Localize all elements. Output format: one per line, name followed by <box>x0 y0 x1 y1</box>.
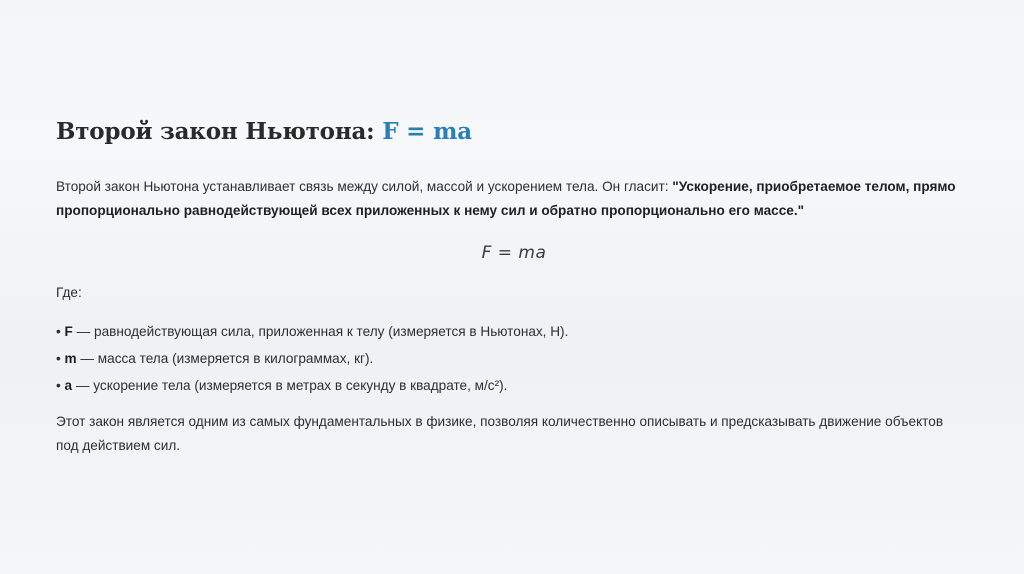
definitions-list <box>56 318 568 399</box>
title-text: Второй закон Ньютона: <box>56 118 383 145</box>
equation: F = ma <box>481 243 547 263</box>
definition-item-force <box>56 318 568 345</box>
bullet: • <box>56 351 61 366</box>
definition-text: — ускорение тела (измеряется в метрах в секунду в квадрате, м/с²). <box>72 378 508 393</box>
definition-symbol: a <box>64 378 73 393</box>
bullet: • <box>56 324 61 339</box>
title-formula: F = ma <box>382 118 472 145</box>
definition-item-mass <box>56 345 568 372</box>
conclusion-paragraph: Этот закон является одним из самых фундаментальных в физике, позволяя количественно описывать и предсказывать движение объектов под действием сил. <box>56 414 944 453</box>
slide-title <box>56 112 976 152</box>
definition-text: — масса тела (измеряется в килограммах, кг). <box>76 351 374 366</box>
law-quote: "Ускорение, приобретаемое телом, прямо пропорционально равнодействующей всех приложенных к нему сил и обратно пропорционально его массе." <box>56 179 956 218</box>
intro-paragraph <box>56 175 976 223</box>
slide-content <box>56 112 976 453</box>
definition-symbol: m <box>64 351 77 366</box>
definition-symbol: F <box>64 324 73 339</box>
intro-text: Второй закон Ньютона устанавливает связь между силой, массой и ускорением тела. Он гласит: <box>56 179 673 194</box>
definition-text: — равнодействующая сила, приложенная к телу (измеряется в Ньютонах, Н). <box>72 324 569 339</box>
where-label: Где: <box>56 285 82 300</box>
definition-item-acceleration <box>56 372 568 399</box>
bullet: • <box>56 378 61 393</box>
